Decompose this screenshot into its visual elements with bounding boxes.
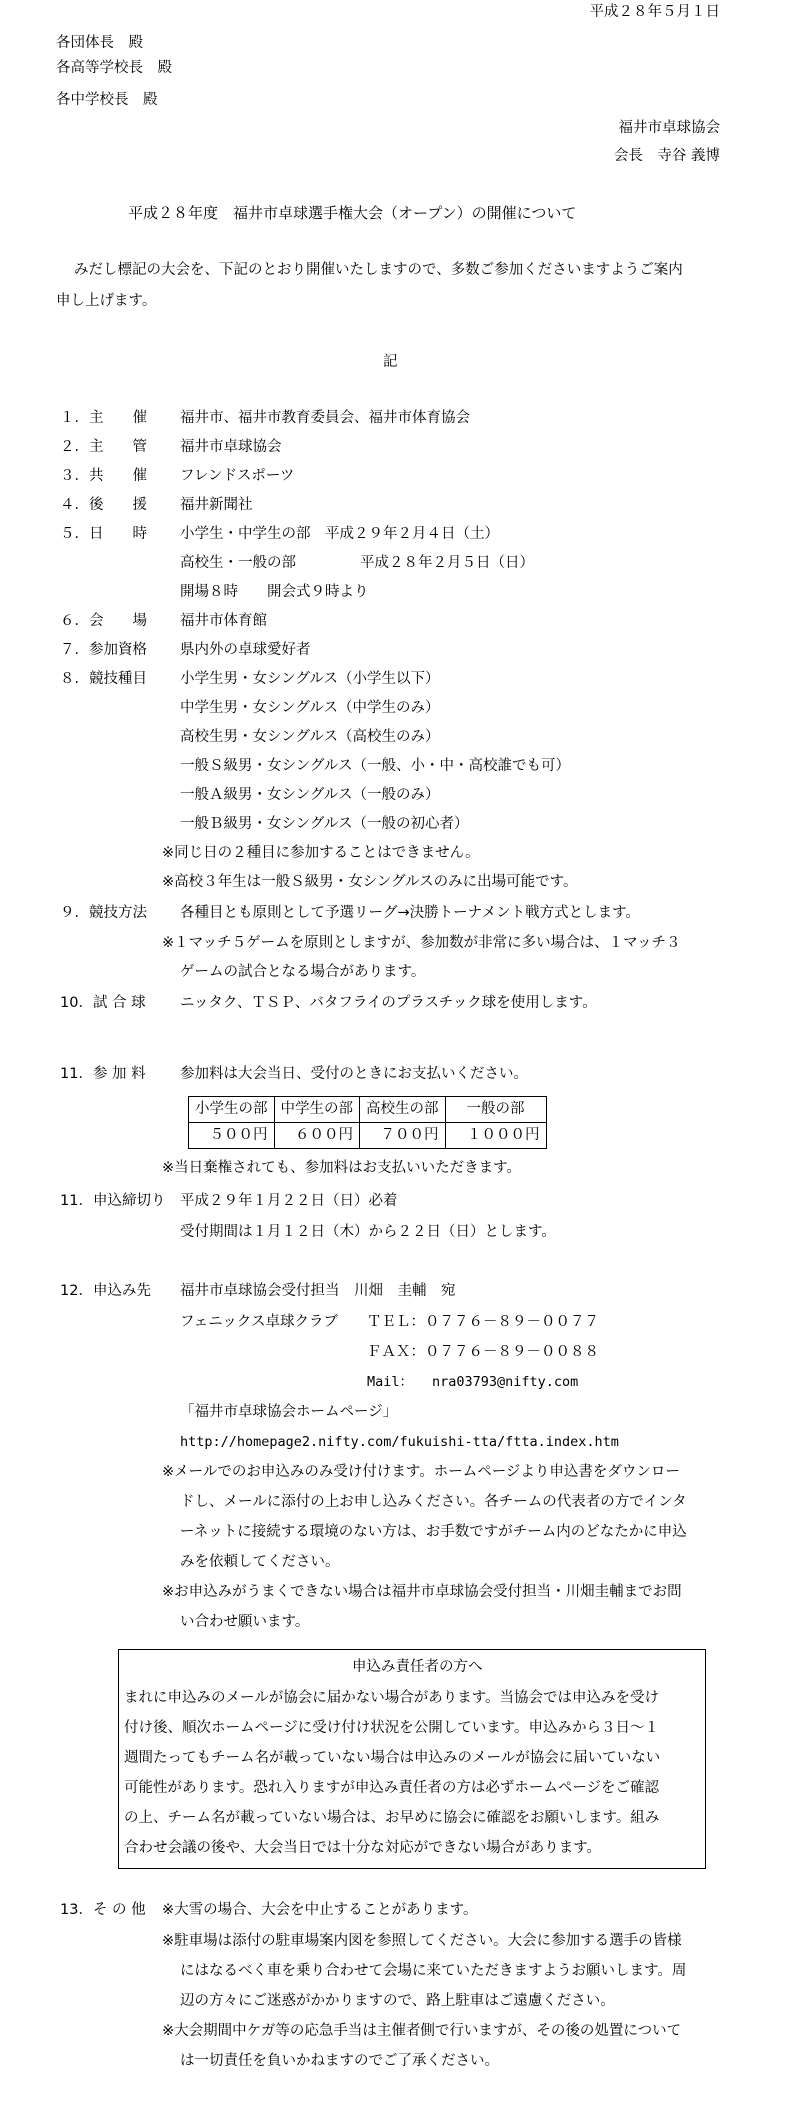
item-9-label: ９．競技方法	[60, 905, 147, 921]
item-11b-value: 平成２９年１月２２日（日）必着	[180, 1193, 398, 1209]
item-5-line-1: 小学生・中学生の部 平成２９年２月４日（土）	[180, 526, 499, 542]
notice-line: の上、チーム名が載っていない場合は、お早めに協会に確認をお願いします。組み	[124, 1810, 660, 1826]
table-row	[189, 1097, 547, 1123]
intro-line-2: 申し上げます。	[56, 293, 157, 309]
item-12-note: みを依頼してください。	[180, 1554, 340, 1570]
item-12-note: い合わせ願います。	[180, 1614, 310, 1630]
item-7-label: ７．参加資格	[60, 642, 147, 658]
item-1-label: １．主 催	[60, 410, 147, 426]
item-10-label: 10．試 合 球	[60, 995, 146, 1011]
item-5-label: ５．日 時	[60, 526, 147, 542]
table-row	[189, 1123, 547, 1149]
item-12-label: 12．申込み先	[60, 1283, 151, 1299]
item-10-value: ニッタク、ＴＳＰ、バタフライのプラスチック球を使用します。	[180, 995, 597, 1011]
item-12-note: ドし、メールに添付の上お申し込みください。各チームの代表者の方でインタ	[180, 1494, 687, 1510]
document-date: 平成２８年５月１日	[589, 4, 720, 20]
event-item: 高校生男・女シングルス（高校生のみ）	[180, 729, 440, 745]
item-9-note-2: ゲームの試合となる場合があります。	[180, 964, 426, 980]
fee-header: 小学生の部	[189, 1097, 275, 1123]
other-line: ※大雪の場合、大会を中止することがあります。	[162, 1902, 478, 1918]
notice-line: 週間たってもチーム名が載っていない場合は申込みのメールが協会に届いていない	[124, 1750, 661, 1766]
item-9-note-1: ※１マッチ５ゲームを原則としますが、参加数が非常に多い場合は、１マッチ３	[162, 935, 681, 951]
item-11-label: 11．参 加 料	[60, 1066, 146, 1082]
event-item: 一般Ｓ級男・女シングルス（一般、小・中・高校誰でも可）	[180, 758, 570, 774]
other-line: は一切責任を負いかねますのでご了承ください。	[180, 2053, 499, 2069]
addressee-1: 各団体長 殿	[56, 35, 143, 51]
item-5-line-2a: 高校生・一般の部	[180, 555, 296, 571]
fee-header: 一般の部	[445, 1097, 546, 1123]
other-line: ※駐車場は添付の駐車場案内図を参照してください。大会に参加する選手の皆様	[162, 1933, 682, 1949]
other-line: にはなるべく車を乗り合わせて会場に来ていただきますようお願いします。周	[180, 1963, 687, 1979]
ki-heading: 記	[383, 354, 398, 370]
item-7-value: 県内外の卓球愛好者	[180, 642, 311, 658]
item-12-line-1: 福井市卓球協会受付担当 川畑 圭輔 宛	[180, 1283, 456, 1299]
other-line: ※大会期間中ケガ等の応急手当は主催者側で行いますが、その後の処置について	[162, 2023, 682, 2039]
item-12-url[interactable]: http://homepage2.nifty.com/fukuishi-tta/ftta.index.htm	[180, 1434, 619, 1450]
item-8-note-1: ※同じ日の２種目に参加することはできません。	[162, 845, 480, 861]
notice-line: まれに申込みのメールが協会に届かない場合があります。当協会では申込みを受け	[124, 1690, 660, 1706]
sender-org: 福井市卓球協会	[618, 120, 720, 136]
item-3-label: ３．共 催	[60, 468, 147, 484]
fee-value: ７００円	[360, 1123, 446, 1149]
item-5-line-2b: 平成２８年２月５日（日）	[360, 555, 534, 571]
event-item: 一般Ａ級男・女シングルス（一般のみ）	[180, 787, 440, 803]
item-2-label: ２．主 管	[60, 439, 147, 455]
item-4-label: ４．後 援	[60, 497, 147, 513]
item-6-label: ６．会 場	[60, 613, 147, 629]
notice-line: 合わせ会議の後や、大会当日では十分な対応ができない場合があります。	[124, 1840, 602, 1856]
event-item: 小学生男・女シングルス（小学生以下）	[180, 671, 440, 687]
fee-value: ６００円	[274, 1123, 360, 1149]
document-title: 平成２８年度 福井市卓球選手権大会（オープン）の開催について	[128, 204, 577, 222]
event-item: 一般Ｂ級男・女シングルス（一般の初心者）	[180, 816, 469, 832]
notice-line: 可能性があります。恐れ入りますが申込み責任者の方は必ずホームページをご確認	[124, 1780, 660, 1796]
item-12-mail-label: Mail：	[367, 1374, 414, 1390]
fee-header: 中学生の部	[274, 1097, 360, 1123]
addressee-3: 各中学校長 殿	[56, 92, 158, 108]
notice-line: 付け後、順次ホームページに受け付け状況を公開しています。申込みから３日～１	[124, 1720, 660, 1736]
other-line: 辺の方々にご迷惑がかかりますので、路上駐車はご遠慮ください。	[180, 1993, 615, 2009]
item-1-value: 福井市、福井市教育委員会、福井市体育協会	[180, 410, 470, 426]
item-9-value: 各種目とも原則として予選リーグ→決勝トーナメント戦方式とします。	[180, 905, 640, 921]
item-2-value: 福井市卓球協会	[180, 439, 282, 455]
item-12-note: ※メールでのお申込みのみ受け付けます。ホームページより申込書をダウンロー	[162, 1464, 680, 1480]
item-12-mail[interactable]: nra03793@nifty.com	[432, 1374, 579, 1390]
fee-table	[188, 1096, 547, 1149]
item-8-label: ８．競技種目	[60, 671, 147, 687]
item-12-tel: ＴＥＬ：０７７６－８９－００７７	[367, 1314, 599, 1330]
item-11b-line-2: 受付期間は１月１２日（木）から２２日（日）とします。	[180, 1224, 556, 1240]
intro-line-1: みだし標記の大会を、下記のとおり開催いたしますので、多数ご参加くださいますようご案内	[74, 262, 683, 278]
item-12-note: ※お申込みがうまくできない場合は福井市卓球協会受付担当・川畑圭輔までお問	[162, 1584, 682, 1600]
item-3-value: フレンドスポーツ	[180, 468, 295, 484]
event-item: 中学生男・女シングルス（中学生のみ）	[180, 700, 440, 716]
item-12-fax: ＦＡＸ：０７７６－８９－００８８	[367, 1344, 599, 1360]
fee-header: 高校生の部	[360, 1097, 446, 1123]
item-11-note: ※当日棄権されても、参加料はお支払いいただきます。	[162, 1160, 521, 1176]
fee-value: ５００円	[189, 1123, 275, 1149]
item-11-value: 参加料は大会当日、受付のときにお支払いください。	[180, 1066, 528, 1082]
item-12-club: フェニックス卓球クラブ	[180, 1314, 339, 1330]
item-5-line-3: 開場８時 開会式９時より	[180, 584, 369, 600]
item-6-value: 福井市体育館	[180, 613, 267, 629]
addressee-2: 各高等学校長 殿	[56, 60, 172, 76]
notice-title: 申込み責任者の方へ	[352, 1659, 483, 1675]
item-12-note: ーネットに接続する環境のない方は、お手数ですがチーム内のどなたかに申込	[180, 1524, 687, 1540]
fee-value: １０００円	[445, 1123, 546, 1149]
item-11b-label: 11．申込締切り	[60, 1193, 166, 1209]
sender-chair: 会長 寺谷 義博	[613, 148, 720, 164]
item-8-note-2: ※高校３年生は一般Ｓ級男・女シングルスのみに出場可能です。	[162, 874, 578, 890]
item-13-label: 13．そ の 他	[60, 1902, 146, 1918]
item-12-homepage: 「福井市卓球協会ホームページ」	[180, 1404, 398, 1420]
item-4-value: 福井新聞社	[180, 497, 253, 513]
